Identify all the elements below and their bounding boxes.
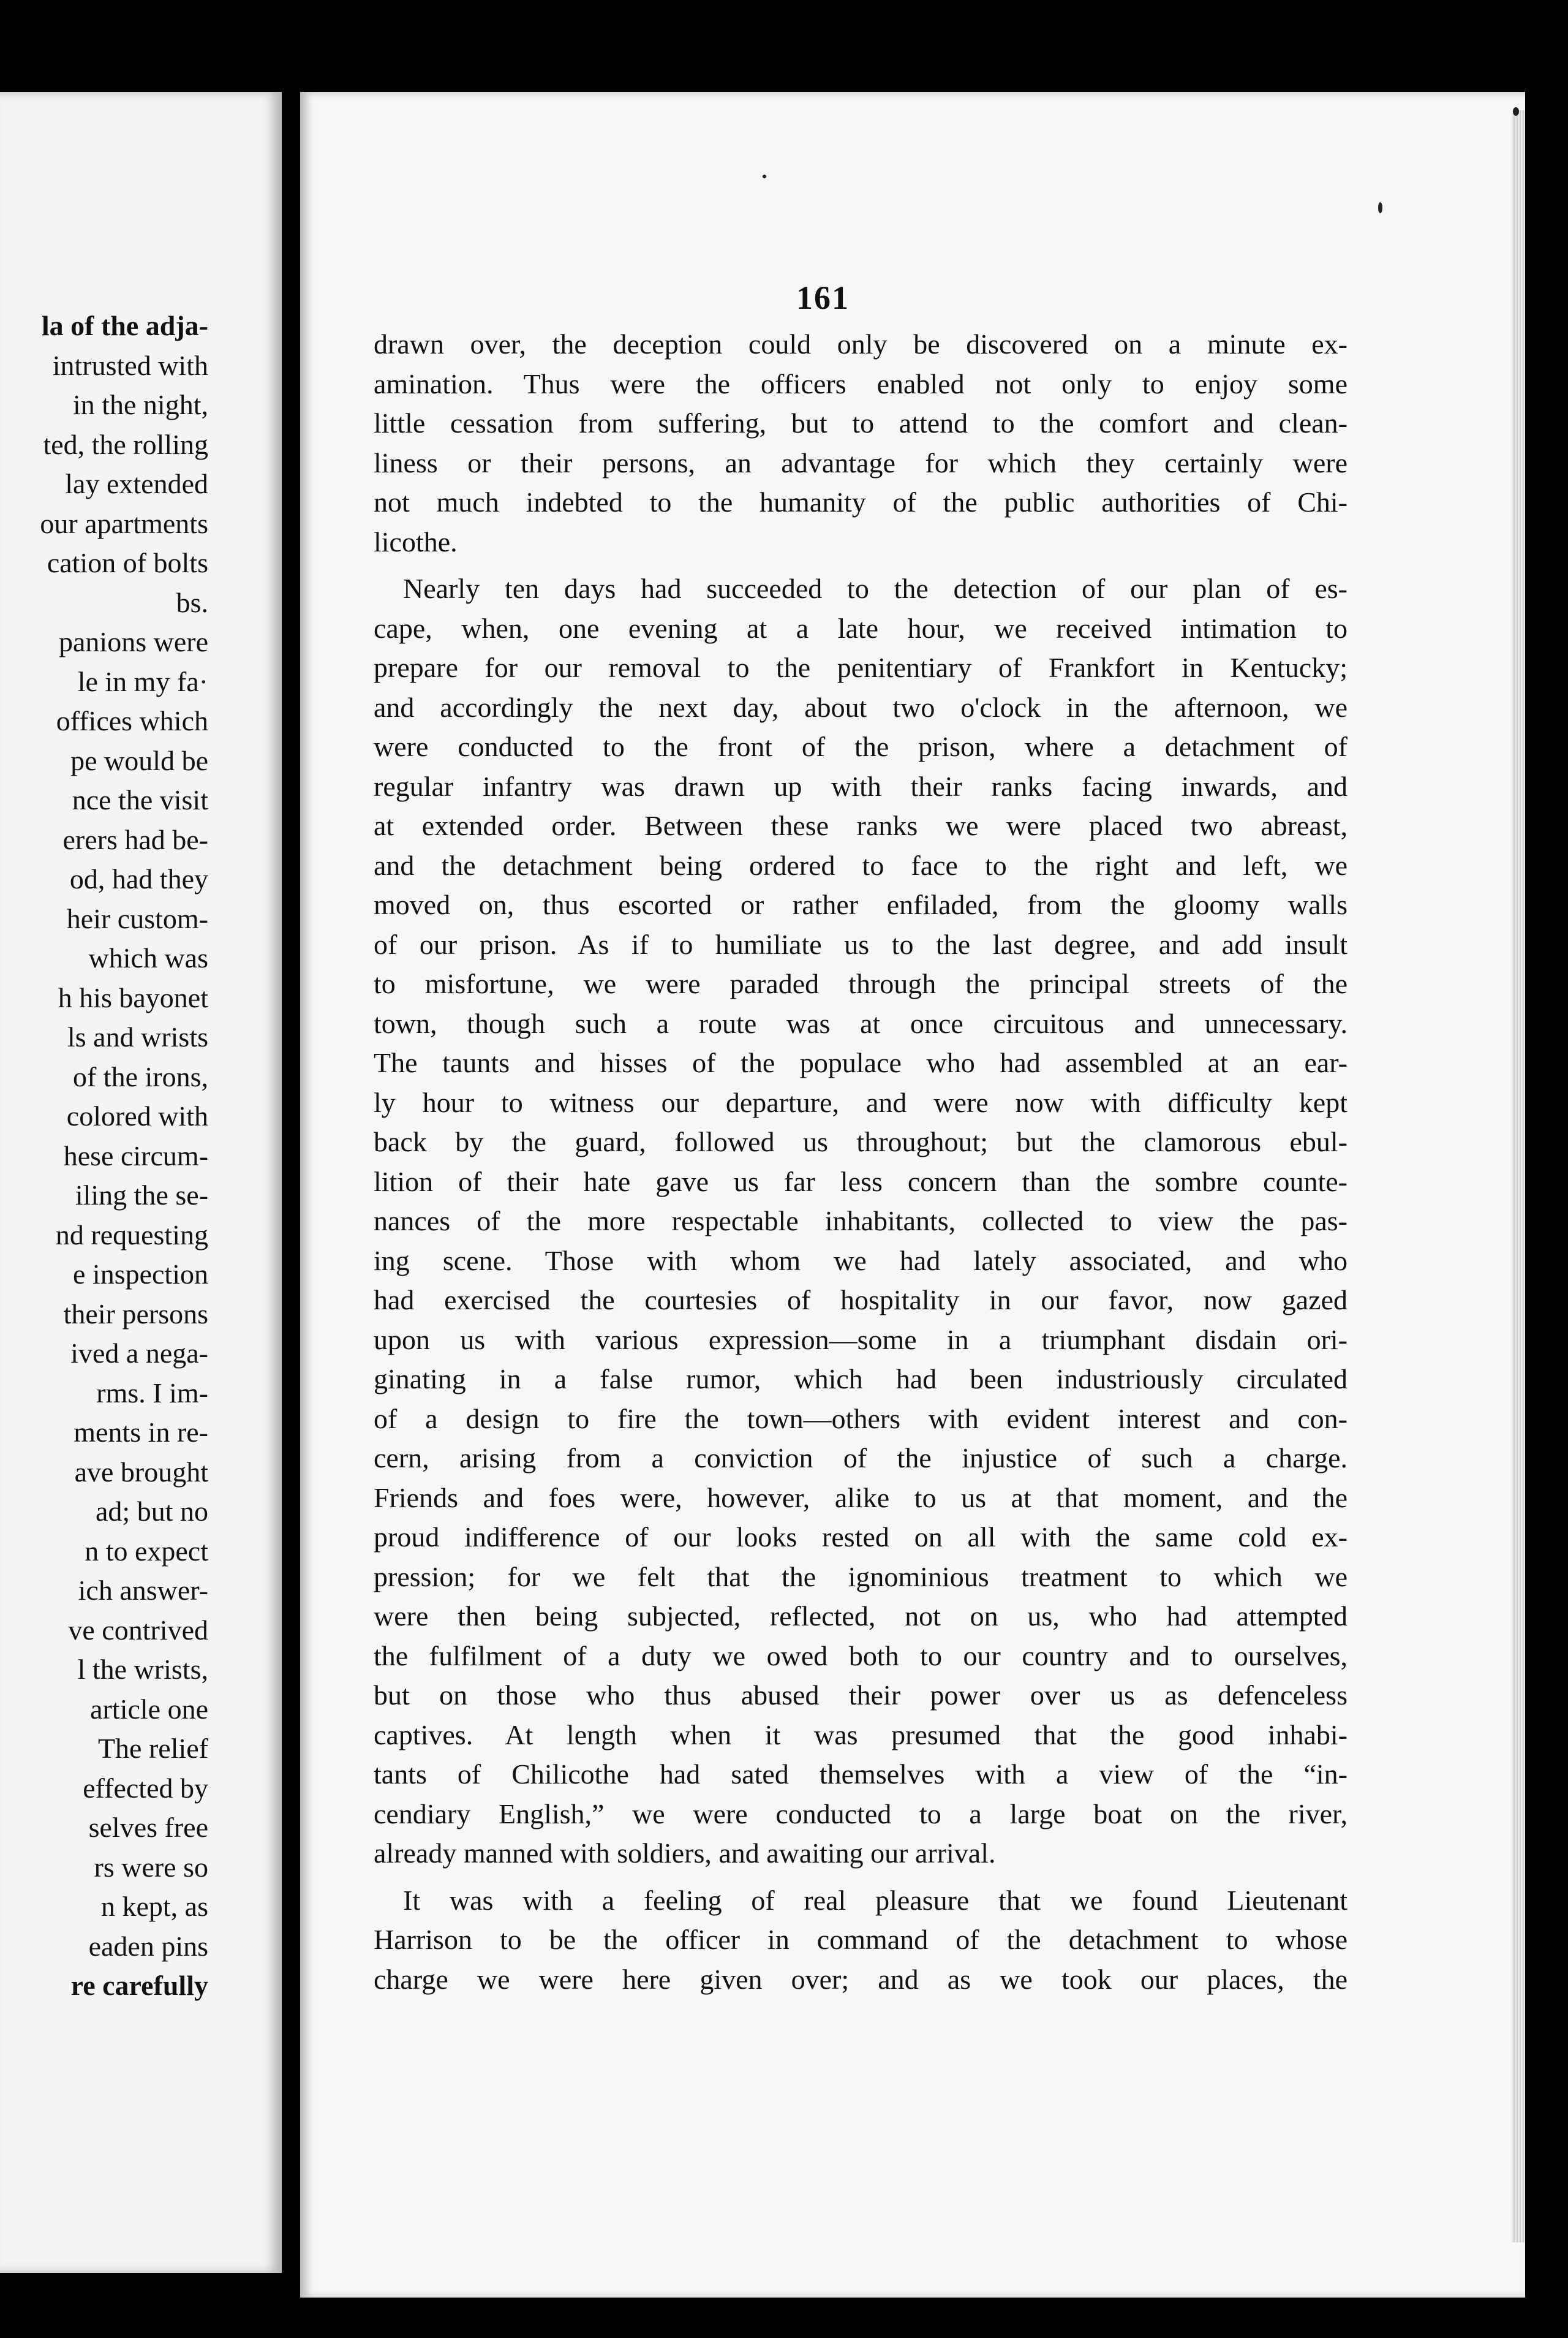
scan-speck bbox=[1513, 107, 1519, 116]
previous-page-line: effected by bbox=[83, 1772, 208, 1804]
previous-page-line: The relief bbox=[97, 1733, 208, 1764]
text-line: but on those who thus abused their power over us as defenceless bbox=[374, 1679, 1348, 1711]
previous-page-line: ad; but no bbox=[96, 1496, 208, 1527]
text-line: lition of their hate gave us far less concern than the sombre counte- bbox=[374, 1165, 1348, 1197]
text-line: It was with a feeling of real pleasure that we found Lieutenant bbox=[403, 1884, 1348, 1916]
text-line: amination. Thus were the officers enabled not only to enjoy some bbox=[374, 368, 1348, 399]
previous-page-line: ments in re- bbox=[74, 1417, 208, 1448]
previous-page-line: offices which bbox=[56, 705, 208, 736]
previous-page-line: eaden pins bbox=[88, 1930, 208, 1962]
text-line: upon us with various expression—some in a triumphant disdain ori- bbox=[374, 1323, 1348, 1355]
previous-page-line: lay extended bbox=[65, 468, 208, 499]
previous-page-line: colored with bbox=[66, 1100, 208, 1132]
previous-page-line: ave brought bbox=[74, 1456, 208, 1488]
text-line: proud indifference of our looks rested on all with the same cold ex- bbox=[374, 1521, 1348, 1553]
text-line: drawn over, the deception could only be discovered on a minute ex- bbox=[374, 328, 1348, 360]
page-edges bbox=[1512, 110, 1525, 2242]
previous-page-line: re carefully bbox=[70, 1970, 208, 2001]
current-page bbox=[300, 92, 1525, 2298]
page-number: 161 bbox=[796, 279, 850, 316]
text-line: moved on, thus escorted or rather enfiladed, from the gloomy walls bbox=[374, 889, 1348, 920]
previous-page-line: erers had be- bbox=[62, 823, 208, 855]
page-body-text bbox=[374, 325, 1348, 2007]
text-line: prepare for our removal to the penitentiary of Frankfort in Kentucky; bbox=[374, 652, 1348, 683]
previous-page-line: which was bbox=[88, 942, 208, 974]
text-line: licothe. bbox=[374, 526, 458, 558]
previous-page-line: article one bbox=[90, 1693, 208, 1725]
text-line: back by the guard, followed us throughout; but the clamorous ebul- bbox=[374, 1126, 1348, 1157]
text-line: of our prison. As if to humiliate us to the last degree, and add insult bbox=[374, 928, 1348, 960]
previous-page-line: their persons bbox=[63, 1298, 208, 1330]
text-line: were then being subjected, reflected, not on us, who had attempted bbox=[374, 1600, 1348, 1632]
text-line: charge we were here given over; and as we took our places, the bbox=[374, 1963, 1348, 1995]
text-line: liness or their persons, an advantage for which they certainly were bbox=[374, 447, 1348, 479]
text-line: cern, arising from a conviction of the injustice of such a charge. bbox=[374, 1442, 1348, 1474]
previous-page-line: nce the visit bbox=[72, 784, 208, 815]
text-line: the fulfilment of a duty we owed both to our country and to ourselves, bbox=[374, 1640, 1348, 1671]
text-line: were conducted to the front of the prison, where a detachment of bbox=[374, 731, 1348, 762]
previous-page-line: rms. I im- bbox=[96, 1377, 208, 1409]
scan-speck bbox=[763, 175, 766, 178]
text-line: Nearly ten days had succeeded to the detection of our plan of es- bbox=[403, 573, 1348, 604]
text-line: cendiary English,” we were conducted to a large boat on the river, bbox=[374, 1798, 1348, 1829]
previous-page-line: la of the adja- bbox=[41, 310, 208, 341]
text-line: and the detachment being ordered to face to the right and left, we bbox=[374, 849, 1348, 881]
previous-page-line: ls and wrists bbox=[67, 1021, 208, 1053]
previous-page bbox=[0, 92, 282, 2273]
paragraph bbox=[374, 569, 1348, 1874]
previous-page-text bbox=[0, 306, 208, 2006]
previous-page-line: ted, the rolling bbox=[43, 428, 208, 460]
previous-page-line: od, had they bbox=[69, 863, 208, 895]
text-line: ly hour to witness our departure, and were now with difficulty kept bbox=[374, 1086, 1348, 1118]
previous-page-line: bs. bbox=[176, 586, 208, 618]
previous-page-line: nd requesting bbox=[55, 1219, 208, 1250]
text-line: and accordingly the next day, about two o'clock in the afternoon, we bbox=[374, 691, 1348, 723]
text-line: pression; for we felt that the ignominious treatment to which we bbox=[374, 1561, 1348, 1592]
previous-page-line: in the night, bbox=[72, 389, 208, 420]
paragraph bbox=[374, 1881, 1348, 2000]
previous-page-line: heir custom- bbox=[66, 902, 208, 934]
previous-page-line: n to expect bbox=[85, 1535, 208, 1567]
text-line: of a design to fire the town—others with evident interest and con- bbox=[374, 1402, 1348, 1434]
paragraph bbox=[374, 325, 1348, 562]
previous-page-line: ich answer- bbox=[78, 1575, 208, 1606]
previous-page-line: rs were so bbox=[94, 1851, 208, 1883]
text-line: to misfortune, we were paraded through the principal streets of the bbox=[374, 968, 1348, 999]
previous-page-line: l the wrists, bbox=[77, 1654, 208, 1685]
text-line: Harrison to be the officer in command of the detachment to whose bbox=[374, 1924, 1348, 1955]
previous-page-line: selves free bbox=[88, 1812, 208, 1843]
previous-page-line: panions were bbox=[59, 626, 208, 657]
previous-page-line: le in my fa· bbox=[77, 665, 208, 697]
previous-page-line: ived a nega- bbox=[70, 1337, 208, 1369]
text-line: tants of Chilicothe had sated themselves with a view of the “in- bbox=[374, 1758, 1348, 1790]
text-line: nances of the more respectable inhabitants, collected to view the pas- bbox=[374, 1205, 1348, 1236]
text-line: Friends and foes were, however, alike to us at that moment, and the bbox=[374, 1481, 1348, 1513]
previous-page-line: e inspection bbox=[73, 1258, 208, 1290]
text-line: little cessation from suffering, but to attend to the comfort and clean- bbox=[374, 407, 1348, 439]
book-gutter bbox=[282, 80, 300, 2285]
text-line: town, though such a route was at once circuitous and unnecessary. bbox=[374, 1007, 1348, 1039]
previous-page-line: iling the se- bbox=[75, 1179, 208, 1211]
previous-page-line: of the irons, bbox=[72, 1061, 208, 1092]
text-line: cape, when, one evening at a late hour, we received intimation to bbox=[374, 612, 1348, 644]
text-line: already manned with soldiers, and awaiting our arrival. bbox=[374, 1837, 996, 1869]
previous-page-line: h his bayonet bbox=[58, 982, 208, 1013]
text-line: The taunts and hisses of the populace who had assembled at an ear- bbox=[374, 1047, 1348, 1078]
text-line: ing scene. Those with whom we had lately associated, and who bbox=[374, 1244, 1348, 1276]
text-line: regular infantry was drawn up with their ranks facing inwards, and bbox=[374, 770, 1348, 802]
previous-page-line: intrusted with bbox=[52, 349, 208, 381]
previous-page-line: ve contrived bbox=[68, 1614, 208, 1646]
text-line: captives. At length when it was presumed that the good inhabi- bbox=[374, 1719, 1348, 1750]
text-line: not much indebted to the humanity of the public authorities of Chi- bbox=[374, 486, 1348, 518]
previous-page-line: n kept, as bbox=[100, 1891, 208, 1922]
previous-page-line: cation of bolts bbox=[47, 547, 208, 578]
text-line: ginating in a false rumor, which had been industriously circulated bbox=[374, 1363, 1348, 1394]
text-line: at extended order. Between these ranks we were placed two abreast, bbox=[374, 810, 1348, 841]
scan-speck bbox=[1378, 202, 1382, 213]
text-line: had exercised the courtesies of hospitality in our favor, now gazed bbox=[374, 1284, 1348, 1315]
previous-page-line: pe would be bbox=[70, 744, 208, 776]
previous-page-line: hese circum- bbox=[63, 1140, 208, 1171]
previous-page-line: our apartments bbox=[40, 507, 208, 539]
